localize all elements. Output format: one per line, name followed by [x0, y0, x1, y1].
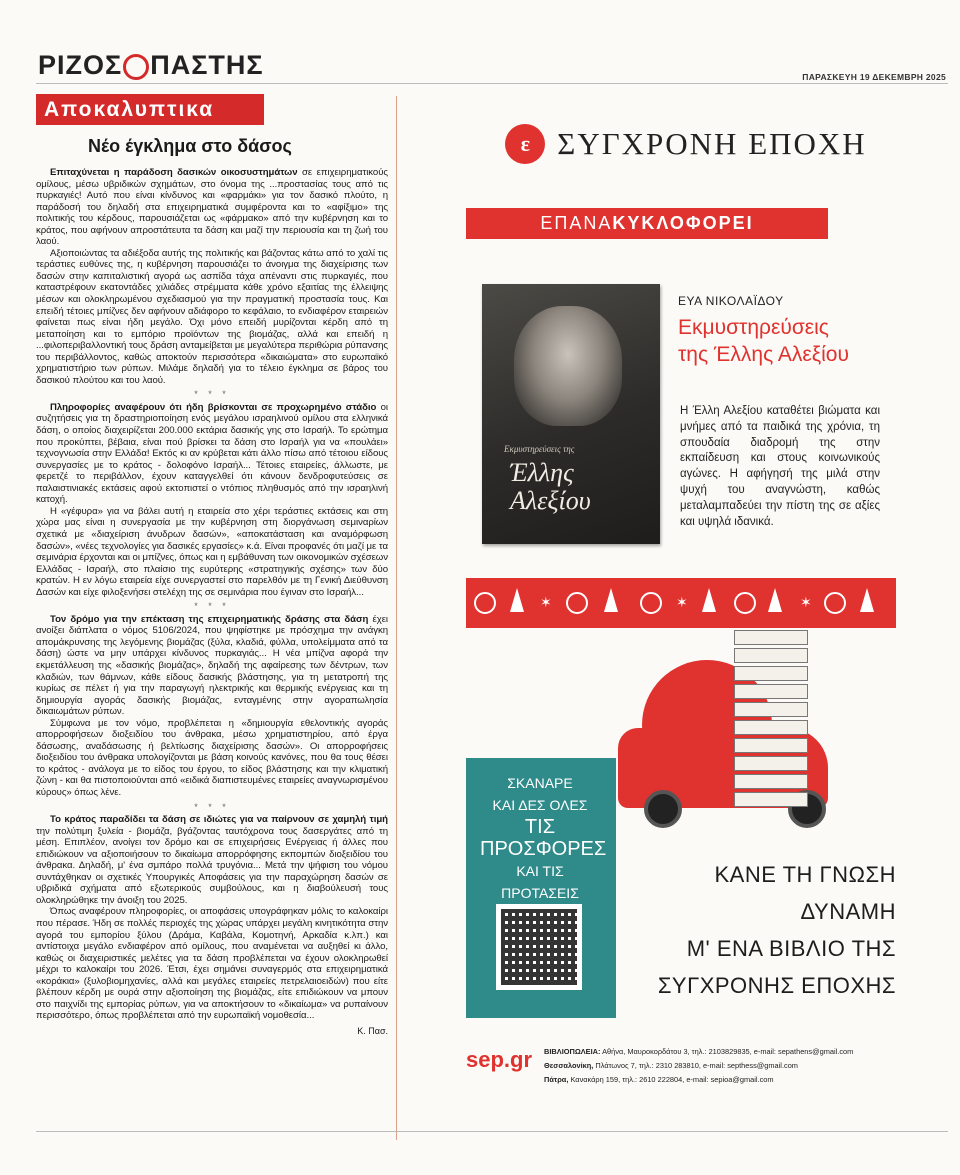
cover-subtitle: Εκμυστηρεύσεις της — [504, 444, 575, 454]
bookstores-label: ΒΙΒΛΙΟΠΩΛΕΙΑ: — [544, 1047, 601, 1056]
book-author: ΕΥΑ ΝΙΚΟΛΑΪΔΟΥ — [678, 294, 784, 308]
star-icon: ✶ — [800, 594, 812, 610]
qr-pattern — [501, 909, 577, 985]
bookstore-addresses — [544, 1045, 853, 1087]
slogan-line: Μ' ΕΝΑ ΒΙΒΛΙΟ ΤΗΣ — [686, 936, 896, 961]
address-text: Πλάτωνος 7, τηλ.: 2310 283810, e-mail: septhess@gmail.com — [595, 1061, 798, 1070]
paragraph-text: Η «γέφυρα» για να βάλει αυτή η εταιρεία στο χέρι τεράστιες εκτάσεις και στη χώρα μας είναι η συνεργασία με την κυβέρνηση στη διοργάνωση σεμιναρίων σχετικά με «διαχείριση άνυδρων δασών», «αποκατάσταση και αναμόρφωση δασών», «νέες τεχνολογίες για δασικές εργασίες» κ.ά. Είναι προφανές ότι μαζί με τα σεμινάρια έρχονται και οι μπίζνες, όπως και η εμβάθυνση των οικονομικών σχέσεων Ελλάδας - Ισραήλ, στο πλαίσιο της ευρύτερης «στρατηγικής σχέσης» των δύο κρατών. Η εν λόγω εταιρεία είχε συνεργαστεί στο παρελθόν με τη Γενική Διεύθυνση Δασών και είχε φιλοξενήσει στελέχη της σε σεμινάρια που έγιναν στο Ισραήλ... — [36, 505, 388, 598]
author-signature: Κ. Πασ. — [357, 1025, 388, 1036]
paragraph-lead: Επιταχύνεται η παράδοση δασικών οικοσυστημάτων — [50, 167, 298, 178]
section-separator: * * * — [194, 601, 230, 612]
rubric-banner: Αποκαλυπτικα — [36, 94, 264, 125]
book-title-line: της Έλλης Αλεξίου — [678, 343, 849, 366]
address-text: Κανακάρη 159, τηλ.: 2610 222804, e-mail: sepioa@gmail.com — [570, 1075, 774, 1084]
cover-title — [510, 459, 591, 515]
masthead-name-part1: ΡΙΖΟΣ — [38, 50, 123, 80]
address-text: Αθήνα, Μαυροκορδάτου 3, τηλ.: 2103829835, e-mail: sepathens@gmail.com — [602, 1047, 854, 1056]
article-paragraph — [36, 506, 388, 598]
publisher-brand — [486, 124, 886, 164]
cover-title-line: Αλεξίου — [510, 486, 591, 515]
star-icon: ✶ — [676, 594, 688, 610]
masthead-logo — [38, 50, 264, 81]
rerelease-text-bold: ΚΥΚΛΟΦΟΡΕΙ — [612, 213, 754, 233]
author-portrait-image — [514, 306, 622, 426]
paragraph-text: σε επιχειρηματικούς ομίλους, μέσω υβριδικών σχημάτων, στο όνομα της ...προστασίας τους από τις πυρκαγιές! Αυτό που είναι κίνδυνος και «φαρμάκι» για τον δασικό πλούτο, η παράδοσή του δηλαδή στα επιχειρηματικά συμφέροντα και το «αφίξιμο» της πολιτικής του κέρδους, παρουσιάζεται ως «φάρμακο» από την κυβέρνηση και το κράτος, που αφήνουν απροστάτευτα τα δάση και μαζί την περιουσία και τη ζωή του λαού. — [36, 167, 388, 248]
ornament-icon — [640, 592, 662, 614]
scan-call-to-action — [480, 772, 607, 904]
section-separator: * * * — [194, 801, 230, 812]
article-paragraph — [36, 718, 388, 799]
scan-text-line: ΤΙΣ ΠΡΟΣΦΟΡΕΣ — [480, 816, 607, 860]
article-paragraph — [36, 814, 388, 906]
book-description: Η Έλλη Αλεξίου καταθέτει βιώματα και μνήμες από τα παιδικά της χρόνια, τη σπουδαία διαδρομή της στην εκπαίδευση και στους κοινωνικούς αγώνες. Η αφήγησή της μιλά στην ψυχή του αναγνώστη, καθώς μεταλαμπαδεύει την πίστη της σε αξίες και υψηλά ιδανικά. — [680, 405, 880, 528]
column-divider — [396, 96, 397, 1140]
section-separator: * * * — [194, 389, 230, 400]
article-paragraph — [36, 906, 388, 1021]
top-rule — [36, 83, 948, 84]
tree-icon — [510, 588, 524, 612]
tree-icon — [604, 588, 618, 612]
publisher-name: ΣΥΓΧΡΟΝΗ ΕΠΟΧΗ — [557, 126, 867, 161]
address-line — [544, 1073, 853, 1087]
paragraph-text: οι συζητήσεις για τη δραστηριοποίηση ενός μεγάλου ισραηλινού ομίλου στα ελληνικά δάση, ο οποίος διαχειρίζεται 200.000 εκτάρια δασικής γης στο Ισραήλ. Το ερώτημα που προκύπτει, βέβαια, είναι πού βρίσκει τα δάση στο Ισραήλ για να «πουλάει» τεχνογνωσία στην Ελλάδα! Εκτός κι αν κρύβεται κάτι άλλο πίσω από τέτοιου είδους συνεργασίες με το κράτος - δολοφόνο Ισραήλ... Τέτοιες εταιρείες, άλλωστε, με φερετζέ το περιβάλλον, έχουν καταγγελθεί ότι κάνουν δενδροφυτεύσεις σε παλαιστινιακές εκτάσεις αφού εκτοπιστεί ο ντόπιος πληθυσμός από την ισραηλινή κατοχή. — [36, 401, 388, 506]
masthead-name-part2: ΠΑΣΤΗΣ — [150, 50, 264, 80]
paragraph-text: Σύμφωνα με τον νόμο, προβλέπεται η «δημιουργία εθελοντικής αγοράς απορροφήσεων διοξειδίου του άνθρακα, μέσω χρηματιστηρίου, από έργα δάσωσης, αναδάσωσης ή βελτίωσης διαχείρισης δασών». Οι απορροφήσεις διοξειδίου του άνθρακα υπολογίζονται με βάση κοινούς κανόνες, που θα τους θέσει το κράτος - ανάλογα με το είδος του έργου, το είδος βλάστησης και την κλιματική ζώνη - και θα πιστοποιούνται από «ειδικά διαπιστευμένες εταιρείες αναγνωρισμένου κύρους» όπως λένε. — [36, 717, 388, 798]
book-title-line: Εκμυστηρεύσεις — [678, 316, 829, 339]
article-body — [36, 167, 388, 1022]
rerelease-text-prefix: ΕΠΑΝΑ — [540, 213, 613, 233]
logo-circle-icon — [123, 54, 149, 80]
rerelease-banner — [466, 208, 828, 239]
slogan-line: ΣΥΓΧΡΟΝΗΣ ΕΠΟΧΗΣ — [657, 973, 896, 998]
paragraph-text: έχει ανοίξει διάπλατα ο νόμος 5106/2024, που ψηφίστηκε με πρόσχημα την ανάγκη απομάκρυνσης της λεγόμενης βιομάζας (ξύλα, κλαδιά, φύλλα, υπολείμματα από τα δάση) ώστε να μην υπάρχει κίνδυνος πυρκαγιάς... Η νέα μπίζνα αφορά την εκμετάλλευση της «δασικής βιομάζας», δηλαδή της αφαίρεσης των δέντρων, των κλαδιών, των θάμνων, κάθε είδους δασικής βλάστησης, για τη μετατροπή της κυρίως σε πέλετ ή για την παραγωγή ηλεκτρικής και θερμικής ενέργειας και τη δημιουργία αγοράς δασικής βιομάζας, ενταγμένης στην αγοραπωλησία δικαιωμάτων ρύπων. — [36, 613, 388, 718]
bottom-rule — [36, 1131, 948, 1132]
article-headline: Νέο έγκλημα στο δάσος — [88, 136, 292, 156]
city-label: Θεσσαλονίκη, — [544, 1061, 594, 1070]
promo-advert — [466, 578, 896, 1018]
article-paragraph — [36, 167, 388, 248]
slogan-line: ΚΑΝΕ ΤΗ ΓΝΩΣΗ ΔΥΝΑΜΗ — [714, 862, 896, 924]
address-line — [544, 1045, 853, 1059]
ornament-icon — [734, 592, 756, 614]
tree-icon — [860, 588, 874, 612]
book-cover-image — [482, 284, 660, 544]
scan-text-line: ΚΑΙ ΤΙΣ ΠΡΟΤΑΣΕΙΣ — [501, 863, 579, 901]
bookstore-info — [466, 1045, 896, 1087]
tree-icon — [768, 588, 782, 612]
qr-code-icon[interactable] — [496, 904, 582, 990]
address-line — [544, 1059, 853, 1073]
promo-slogan — [634, 856, 896, 1004]
article-column — [36, 94, 388, 1036]
dateline: ΠΑΡΑΣΚΕΥΗ 19 ΔΕΚΕΜΒΡΗ 2025 — [802, 72, 946, 82]
website-link[interactable]: sep.gr — [466, 1047, 533, 1072]
holiday-decor-strip — [466, 578, 896, 628]
ornament-icon — [824, 592, 846, 614]
scan-text-line: ΚΑΙ ΔΕΣ ΟΛΕΣ — [492, 797, 588, 813]
star-icon: ✶ — [540, 594, 552, 610]
cover-title-line: Έλλης — [510, 458, 574, 487]
article-paragraph — [36, 248, 388, 387]
ornament-icon — [566, 592, 588, 614]
paragraph-lead: Τον δρόμο για την επέκταση της επιχειρηματικής δράσης στα δάση — [50, 613, 369, 625]
publisher-logo-icon: ε — [505, 124, 545, 164]
city-label: Πάτρα, — [544, 1075, 569, 1084]
paragraph-text: την πολύτιμη ξυλεία - βιομάζα, βγάζοντας ταυτόχρονα τους δασεργάτες από τη μέση. Επιπλέον, ανοίγει τον δρόμο και σε επιχειρήσεις Ενέργειας ή άλλες που επιδιώκουν να αξιοποιήσουν το δικαίωμα απορρόφησης εκπομπών διοξειδίου του άνθρακα. Δηλαδή, μ' ένα σμπάρο πολλά τρυγόνια... Μετά την ψήφιση του νόμου συντάχθηκαν οι σχετικές Υπουργικές Αποφάσεις για την παραχώρηση δασών σε υβριδικά σχήματα από εξωτερικούς συμβούλους, και η διαβούλευσή τους ολοκληρώθηκε την άνοιξη του 2025. — [36, 825, 388, 906]
book-stack-illustration — [734, 630, 808, 800]
article-paragraph — [36, 614, 388, 718]
article-paragraph — [36, 402, 388, 506]
scan-text-line: ΣΚΑΝΑΡΕ — [507, 775, 573, 791]
paragraph-lead: Πληροφορίες αναφέρουν ότι ήδη βρίσκονται σε προχωρημένο στάδιο — [50, 401, 377, 413]
paragraph-text: Όπως αναφέρουν πληροφορίες, οι αποφάσεις υπογράφηκαν μόλις το καλοκαίρι που πέρασε. Ήδη σε πολλές περιοχές της χώρας υπάρχει μεγάλη κινητικότητα στην αγορά του εμπορίου ξύλου (Δράμα, Καβάλα, Κομοτηνή, Αρκαδία κ.λπ.) και αντίστοιχα μεγάλο ενδιαφέρον από ομίλους, που αναμένεται να αυξηθεί κι άλλο, καθώς οι διαχειριστικές μελέτες για τα δάση προβλέπεται να έχουν ολοκληρωθεί μέχρι το καλοκαίρι του 2026. Έτσι, έχει σημάνει συναγερμός στα επιχειρηματικά «κοράκια» (ξυλοβιομηχανίες, αλλά και μεγάλες εταιρείες πετρελαιοειδών) που είτε βλέπουν κέρδη με ουρά στην αξιοποίηση της βιομάζας, είτε επιδιώκουν να μπουν στο παιχνίδι της εμπορίας ρύπων, για να αποκτήσουν το «δικαίωμα» να ρυπαίνουν περισσότερο, όπως προβλέπεται από την ευρωπαϊκή νομοθεσία... — [36, 906, 388, 1022]
book-title — [678, 314, 849, 368]
paragraph-text: Αξιοποιώντας τα αδιέξοδα αυτής της πολιτικής και βάζοντας κάτω από το χαλί τις τεράστιες ευθύνες της, η κυβέρνηση παρουσιάζει το άνοιγμα της διαχείρισης των δασών στην καπιταλιστική αγορά ως ασπίδα τάχα απέναντι στις πυρκαγιές, που καταστρέφουν εκατοντάδες χιλιάδες στρέμματα κάθε χρόνο εξαιτίας της έλλειψης μέσων και ολοκληρωμένου σχεδιασμού για την πραγματική προστασία τους. Και επειδή τέτοιες μπίζνες δεν αφήνουν αδιάφορο το κεφάλαιο, το ενδιαφέρον εταιρειών φαίνεται πως είναι ήδη μεγάλο. Όχι μόνο επειδή μυρίζονται κέρδη από τη μεταποίηση και το εμπόριο προϊόντων της βιομάζας, αλλά και επειδή η ...φιλοπεριβαλλοντική τους δράση ανταμείβεται με μεγαλύτερα περιθώρια ρύπανσης του περιβάλλοντος, καθώς αποκτούν περισσότερα «δικαιώματα» στο ευρωπαϊκό χρηματιστήριο των ρύπων. Μιλάμε δηλαδή για το τέλειο έγκλημα σε βάρος του δασικού πλούτου και του λαού. — [36, 247, 388, 386]
ornament-icon — [474, 592, 496, 614]
truck-wheel-icon — [644, 790, 682, 828]
tree-icon — [702, 588, 716, 612]
paragraph-lead: Το κράτος παραδίδει τα δάση σε ιδιώτες για να παίρνουν σε χαμηλή τιμή — [50, 814, 388, 826]
book-advert — [466, 124, 886, 528]
